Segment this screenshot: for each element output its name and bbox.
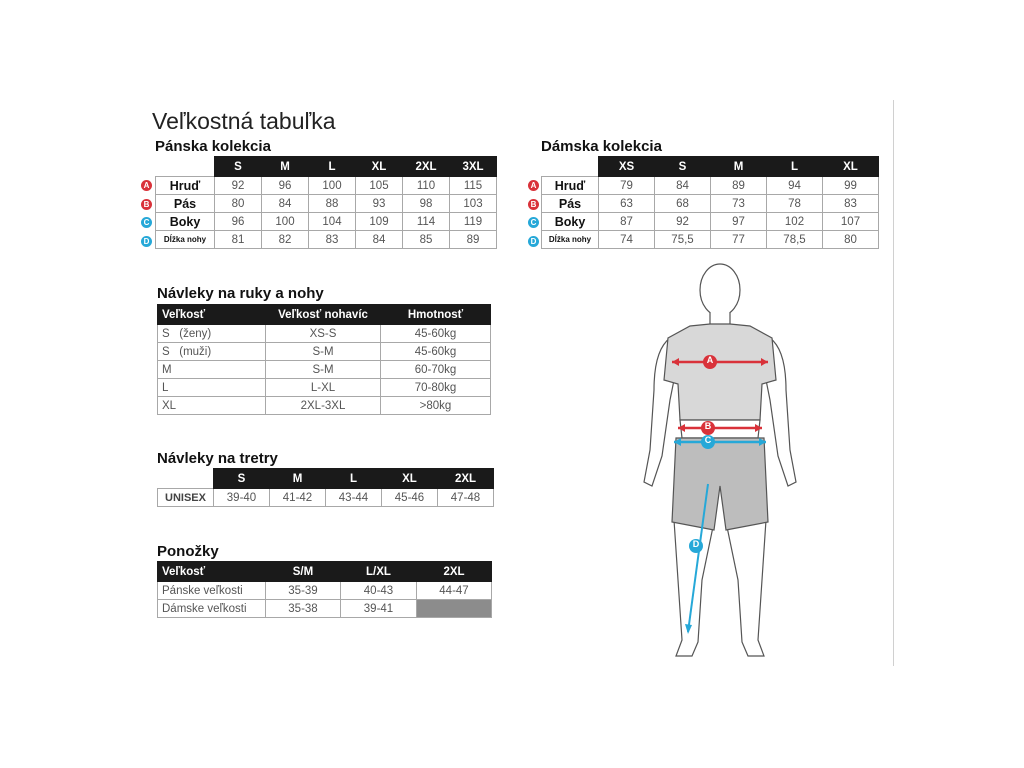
shoecovers-heading: Návleky na tretry (157, 450, 278, 467)
socks-header-row (158, 562, 492, 582)
table-cell: 100 (309, 177, 356, 195)
table-cell: M (158, 361, 266, 379)
socks-table (157, 561, 492, 618)
table-cell: 84 (262, 195, 309, 213)
shoecovers-size-2xl: 2XL (438, 469, 494, 489)
marker-d-badge: D (528, 236, 539, 247)
table-cell: 96 (262, 177, 309, 195)
women-size-table (541, 156, 879, 249)
table-cell: 44-47 (417, 582, 492, 600)
table-cell: 40-43 (341, 582, 417, 600)
women-heading: Dámska kolekcia (541, 138, 662, 155)
table-cell: S (muži) (158, 343, 266, 361)
table-cell: 79 (599, 177, 655, 195)
table-cell: 92 (655, 213, 711, 231)
women-size-l: L (767, 157, 823, 177)
socks-heading: Ponožky (157, 543, 219, 560)
sleeves-table (157, 304, 491, 415)
table-row (158, 325, 491, 343)
table-cell: 35-38 (266, 600, 341, 618)
table-cell: S-M (266, 361, 381, 379)
empty-cell (156, 157, 215, 177)
table-row (542, 195, 879, 213)
marker-a-badge: A (141, 180, 152, 191)
men-size-3xl: 3XL (450, 157, 497, 177)
table-cell: 102 (767, 213, 823, 231)
men-row-label: Hruď (156, 177, 215, 195)
figure-marker-d: D (692, 539, 700, 549)
table-cell: 83 (823, 195, 879, 213)
marker-b-badge: B (528, 199, 539, 210)
table-cell: XS-S (266, 325, 381, 343)
socks-col-2xl: 2XL (417, 562, 492, 582)
men-size-xl: XL (356, 157, 403, 177)
table-cell: 84 (356, 231, 403, 249)
table-cell: >80kg (381, 397, 491, 415)
table-cell: 45-46 (382, 489, 438, 507)
table-cell: 98 (403, 195, 450, 213)
shoecovers-size-s: S (214, 469, 270, 489)
sleeves-col-pants: Veľkosť nohavíc (266, 305, 381, 325)
table-cell: 2XL-3XL (266, 397, 381, 415)
table-row (542, 177, 879, 195)
men-size-2xl: 2XL (403, 157, 450, 177)
women-size-m: M (711, 157, 767, 177)
table-cell: S-M (266, 343, 381, 361)
table-row (158, 343, 491, 361)
table-cell: 75,5 (655, 231, 711, 249)
table-cell: 39-41 (341, 600, 417, 618)
shorts-shape (672, 438, 768, 530)
table-cell: 77 (711, 231, 767, 249)
table-cell: 80 (215, 195, 262, 213)
table-cell: 93 (356, 195, 403, 213)
empty-cell (158, 469, 214, 489)
table-cell: 89 (711, 177, 767, 195)
figure-marker-b: B (704, 421, 712, 431)
sleeves-header-row (158, 305, 491, 325)
table-cell: Dámske veľkosti (158, 600, 266, 618)
table-cell: 88 (309, 195, 356, 213)
divider (893, 100, 894, 666)
table-cell: 84 (655, 177, 711, 195)
table-cell: 99 (823, 177, 879, 195)
table-row (158, 397, 491, 415)
shoecovers-size-l: L (326, 469, 382, 489)
table-row (156, 231, 497, 249)
table-cell: 45-60kg (381, 325, 491, 343)
women-header-row (542, 157, 879, 177)
table-row (542, 231, 879, 249)
marker-d-badge: D (141, 236, 152, 247)
table-cell: 60-70kg (381, 361, 491, 379)
women-row-label: Dĺžka nohy (542, 231, 599, 249)
table-cell: 103 (450, 195, 497, 213)
table-cell: 115 (450, 177, 497, 195)
table-cell: 92 (215, 177, 262, 195)
table-cell: 73 (711, 195, 767, 213)
men-size-m: M (262, 157, 309, 177)
table-cell: Pánske veľkosti (158, 582, 266, 600)
body-figure (630, 260, 810, 665)
table-cell: 70-80kg (381, 379, 491, 397)
table-cell: 97 (711, 213, 767, 231)
table-cell: 78,5 (767, 231, 823, 249)
table-row (158, 582, 492, 600)
shirt-shape (664, 324, 776, 420)
socks-col-lxl: L/XL (341, 562, 417, 582)
men-row-label: Dĺžka nohy (156, 231, 215, 249)
table-cell: 74 (599, 231, 655, 249)
table-cell: L-XL (266, 379, 381, 397)
sleeves-col-weight: Hmotnosť (381, 305, 491, 325)
socks-col-size: Veľkosť (158, 562, 266, 582)
women-row-label: Hruď (542, 177, 599, 195)
women-size-xl: XL (823, 157, 879, 177)
table-row (158, 489, 494, 507)
page-title: Veľkostná tabuľka (152, 108, 336, 134)
sleeves-col-size: Veľkosť (158, 305, 266, 325)
table-cell: 110 (403, 177, 450, 195)
table-cell: 107 (823, 213, 879, 231)
table-cell: 109 (356, 213, 403, 231)
table-cell: 39-40 (214, 489, 270, 507)
table-cell: 96 (215, 213, 262, 231)
marker-b-badge: B (141, 199, 152, 210)
sleeves-heading: Návleky na ruky a nohy (157, 285, 324, 302)
women-size-s: S (655, 157, 711, 177)
table-cell: 105 (356, 177, 403, 195)
table-cell: 80 (823, 231, 879, 249)
table-cell: 87 (599, 213, 655, 231)
table-cell: 35-39 (266, 582, 341, 600)
table-row (156, 177, 497, 195)
shoecovers-table (157, 468, 494, 507)
marker-c-badge: C (141, 217, 152, 228)
table-row (156, 213, 497, 231)
table-cell: XL (158, 397, 266, 415)
table-cell: 41-42 (270, 489, 326, 507)
men-size-l: L (309, 157, 356, 177)
table-cell: 83 (309, 231, 356, 249)
table-cell: 43-44 (326, 489, 382, 507)
empty-cell (542, 157, 599, 177)
table-cell: 47-48 (438, 489, 494, 507)
unisex-label: UNISEX (158, 489, 214, 507)
men-header-row (156, 157, 497, 177)
table-cell: 104 (309, 213, 356, 231)
women-row-label: Pás (542, 195, 599, 213)
men-row-label: Pás (156, 195, 215, 213)
table-cell: S (ženy) (158, 325, 266, 343)
marker-a-badge: A (528, 180, 539, 191)
table-cell: 114 (403, 213, 450, 231)
table-row (158, 379, 491, 397)
table-cell: 94 (767, 177, 823, 195)
table-cell: 89 (450, 231, 497, 249)
table-cell: 100 (262, 213, 309, 231)
table-row (158, 600, 492, 618)
shoecovers-size-m: M (270, 469, 326, 489)
table-cell: 85 (403, 231, 450, 249)
table-cell: 68 (655, 195, 711, 213)
table-cell: L (158, 379, 266, 397)
table-row (156, 195, 497, 213)
men-size-s: S (215, 157, 262, 177)
table-row (158, 361, 491, 379)
women-size-xs: XS (599, 157, 655, 177)
shoecovers-size-xl: XL (382, 469, 438, 489)
table-cell: 81 (215, 231, 262, 249)
men-heading: Pánska kolekcia (155, 138, 271, 155)
table-cell: 78 (767, 195, 823, 213)
table-cell: 119 (450, 213, 497, 231)
shoecovers-header-row (158, 469, 494, 489)
socks-col-sm: S/M (266, 562, 341, 582)
figure-marker-c: C (704, 435, 712, 445)
women-row-label: Boky (542, 213, 599, 231)
table-cell: 45-60kg (381, 343, 491, 361)
men-row-label: Boky (156, 213, 215, 231)
empty-grey-cell (417, 600, 492, 618)
table-row (542, 213, 879, 231)
men-size-table (155, 156, 497, 249)
table-cell: 82 (262, 231, 309, 249)
marker-c-badge: C (528, 217, 539, 228)
figure-marker-a: A (706, 355, 714, 365)
table-cell: 63 (599, 195, 655, 213)
